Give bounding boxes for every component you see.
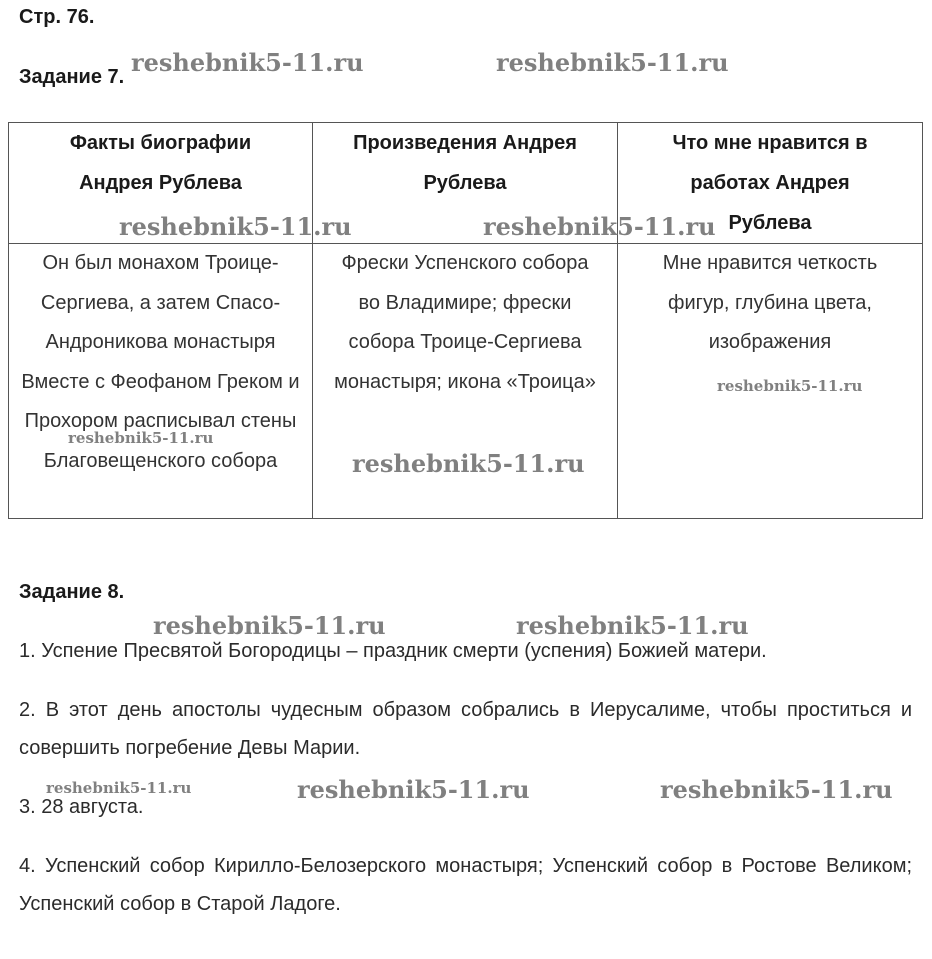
cell-likes: Мне нравится четкость фигур, глубина цвета, изображения — [618, 244, 923, 519]
watermark: reshebnik5-11.ru — [153, 611, 386, 640]
cell-biography: Он был монахом Троице-Сергиева, а затем Спасо-Андроникова монастыря Вместе с Феофаном Греком и Прохором расписывал стены Благовещенского собора — [9, 244, 313, 519]
watermark: reshebnik5-11.ru — [68, 429, 214, 447]
watermark: reshebnik5-11.ru — [46, 779, 192, 797]
cell-works: Фрески Успенского собора во Владимире; фрески собора Троице-Сергиева монастыря; икона «Троица» — [313, 244, 618, 519]
watermark: reshebnik5-11.ru — [516, 611, 749, 640]
task-7-heading: Задание 7. — [19, 66, 125, 88]
watermark: reshebnik5-11.ru — [297, 775, 530, 804]
watermark: reshebnik5-11.ru — [496, 48, 729, 77]
watermark: reshebnik5-11.ru — [717, 377, 863, 395]
task-8-heading: Задание 8. — [19, 581, 125, 603]
watermark: reshebnik5-11.ru — [660, 775, 893, 804]
watermark: reshebnik5-11.ru — [483, 212, 716, 241]
watermark: reshebnik5-11.ru — [352, 449, 585, 478]
column-header-likes: Что мне нравится в работах Андрея Рублева — [618, 123, 923, 244]
page-header: Стр. 76. — [19, 6, 95, 28]
answer-2: 2. В этот день апостолы чудесным образом собрались в Иерусалиме, чтобы проститься и совершить погребение Девы Марии. — [19, 699, 912, 759]
answer-4: 4. Успенский собор Кирилло-Белозерского монастыря; Успенский собор в Ростове Великом; Успенский собор в Старой Ладоге. — [19, 855, 912, 915]
watermark: reshebnik5-11.ru — [119, 212, 352, 241]
column-header-works: Произведения Андрея Рублева — [313, 123, 618, 244]
watermark: reshebnik5-11.ru — [131, 48, 364, 77]
answer-3: 3. 28 августа. — [19, 796, 144, 818]
answer-1: 1. Успение Пресвятой Богородицы – праздник смерти (успения) Божией матери. — [19, 640, 767, 662]
column-header-biography: Факты биографии Андрея Рублева — [9, 123, 313, 244]
